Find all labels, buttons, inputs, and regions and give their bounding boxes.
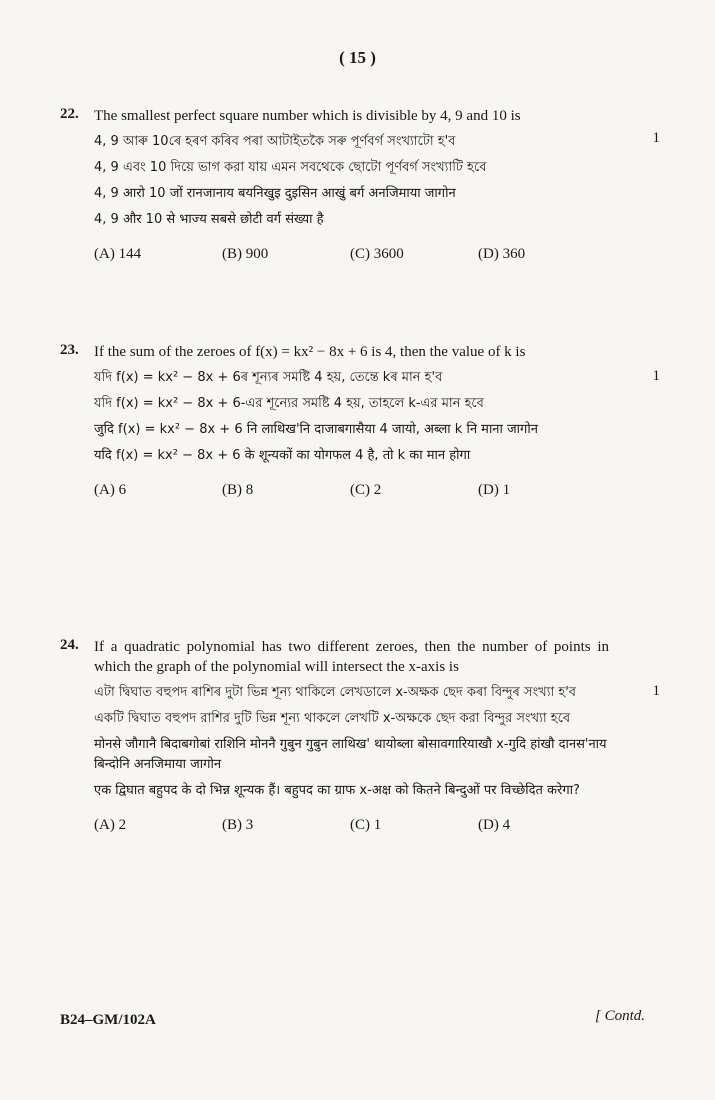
options-list [94,817,609,834]
question-text: If the sum of the zeroes of f(x) = kx² − 8x + 6 is 4, then the value of k is [94,344,526,360]
option-a: (A) 144 [94,246,142,262]
translation-bodo: जुदि f(x) = kx² − 8x + 6 नि लाथिख'नि दाजाबगासैया 4 जायो, अब्ला k नि माना जागोन [94,422,538,437]
translation-assamese: এটা দ্বিঘাত বহুপদ ৰাশিৰ দুটা ভিন্ন শূন্য থাকিলে লেখডালে x-অক্ষক ছেদ কৰা বিন্দুৰ সংখ্যা হ'ব [94,685,577,700]
question-marks: 1 [652,368,660,384]
options-list [94,246,609,263]
translation-bodo: 4, 9 आरो 10 जों रानजानाय बयनिखुइ दुइसिन आखुं बर्ग अनजिमाया जागोन [94,186,456,201]
question-text: If a quadratic polynomial has two different zeroes, then the number of points in which the graph of the polynomial will intersect the x-axis is [94,639,609,675]
page-number: ( 15 ) [339,48,376,67]
translation-assamese: 4, 9 আৰু 10ৰে হৰণ কৰিব পৰা আটাইতকৈ সৰু পূৰ্ণবৰ্গ সংখ্যাটো হ'ব [94,134,456,149]
question-24 [60,637,660,834]
question-number: 22. [60,106,79,122]
question-text: The smallest perfect square number which is divisible by 4, 9 and 10 is [94,108,521,124]
option-b: (B) 3 [222,817,254,833]
question-number: 23. [60,342,79,358]
translation-bodo: मोनसे जौगानै बिदाबगोबां राशिनि मोननै गुबुन गुबुन लाथिख' थायोब्ला बोसावगारियाखौ x-गुदि हांखौ दानस'नाय बिन्दोनि अनजिमाया जागोन [94,737,607,772]
option-a: (A) 2 [94,817,127,833]
translation-bengali: একটি দ্বিঘাত বহুপদ রাশির দুটি ভিন্ন শূন্য থাকলে লেখটি x-অক্ষকে ছেদ করা বিন্দুর সংখ্যা হবে [94,711,571,726]
option-b: (B) 900 [222,246,269,262]
option-d: (D) 4 [478,817,511,833]
translation-hindi: 4, 9 और 10 से भाज्य सबसे छोटी वर्ग संख्या है [94,212,324,227]
question-number: 24. [60,637,79,653]
translation-hindi: एक द्विघात बहुपद के दो भिन्न शून्यक हैं। बहुपद का ग्राफ x-अक्ष को कितने बिन्दुओं पर विच्छेदित करेगा? [94,783,580,798]
question-22 [60,106,660,263]
option-d: (D) 1 [478,482,511,498]
option-d: (D) 360 [478,246,526,262]
translation-hindi: यदि f(x) = kx² − 8x + 6 के शून्यकों का योगफल 4 है, तो k का मान होगा [94,448,471,463]
question-marks: 1 [652,130,660,146]
translation-assamese: যদি f(x) = kx² − 8x + 6ৰ শূন্যৰ সমষ্টি 4 হয়, তেন্তে kৰ মান হ'ব [94,370,443,385]
question-marks: 1 [652,683,660,699]
translation-bengali: যদি f(x) = kx² − 8x + 6-এর শূন্যের সমষ্টি 4 হয়, তাহলে k-এর মান হবে [94,396,484,411]
question-23 [60,342,660,499]
option-c: (C) 3600 [350,246,404,262]
option-b: (B) 8 [222,482,254,498]
option-c: (C) 1 [350,817,382,833]
paper-code: B24–GM/102A [60,1012,156,1028]
option-c: (C) 2 [350,482,382,498]
options-list [94,482,609,499]
option-a: (A) 6 [94,482,127,498]
continued-label: [ Contd. [594,1008,645,1024]
translation-bengali: 4, 9 এবং 10 দিয়ে ভাগ করা যায় এমন সবথেকে ছোটো পূর্ণবর্গ সংখ্যাটি হবে [94,160,487,175]
